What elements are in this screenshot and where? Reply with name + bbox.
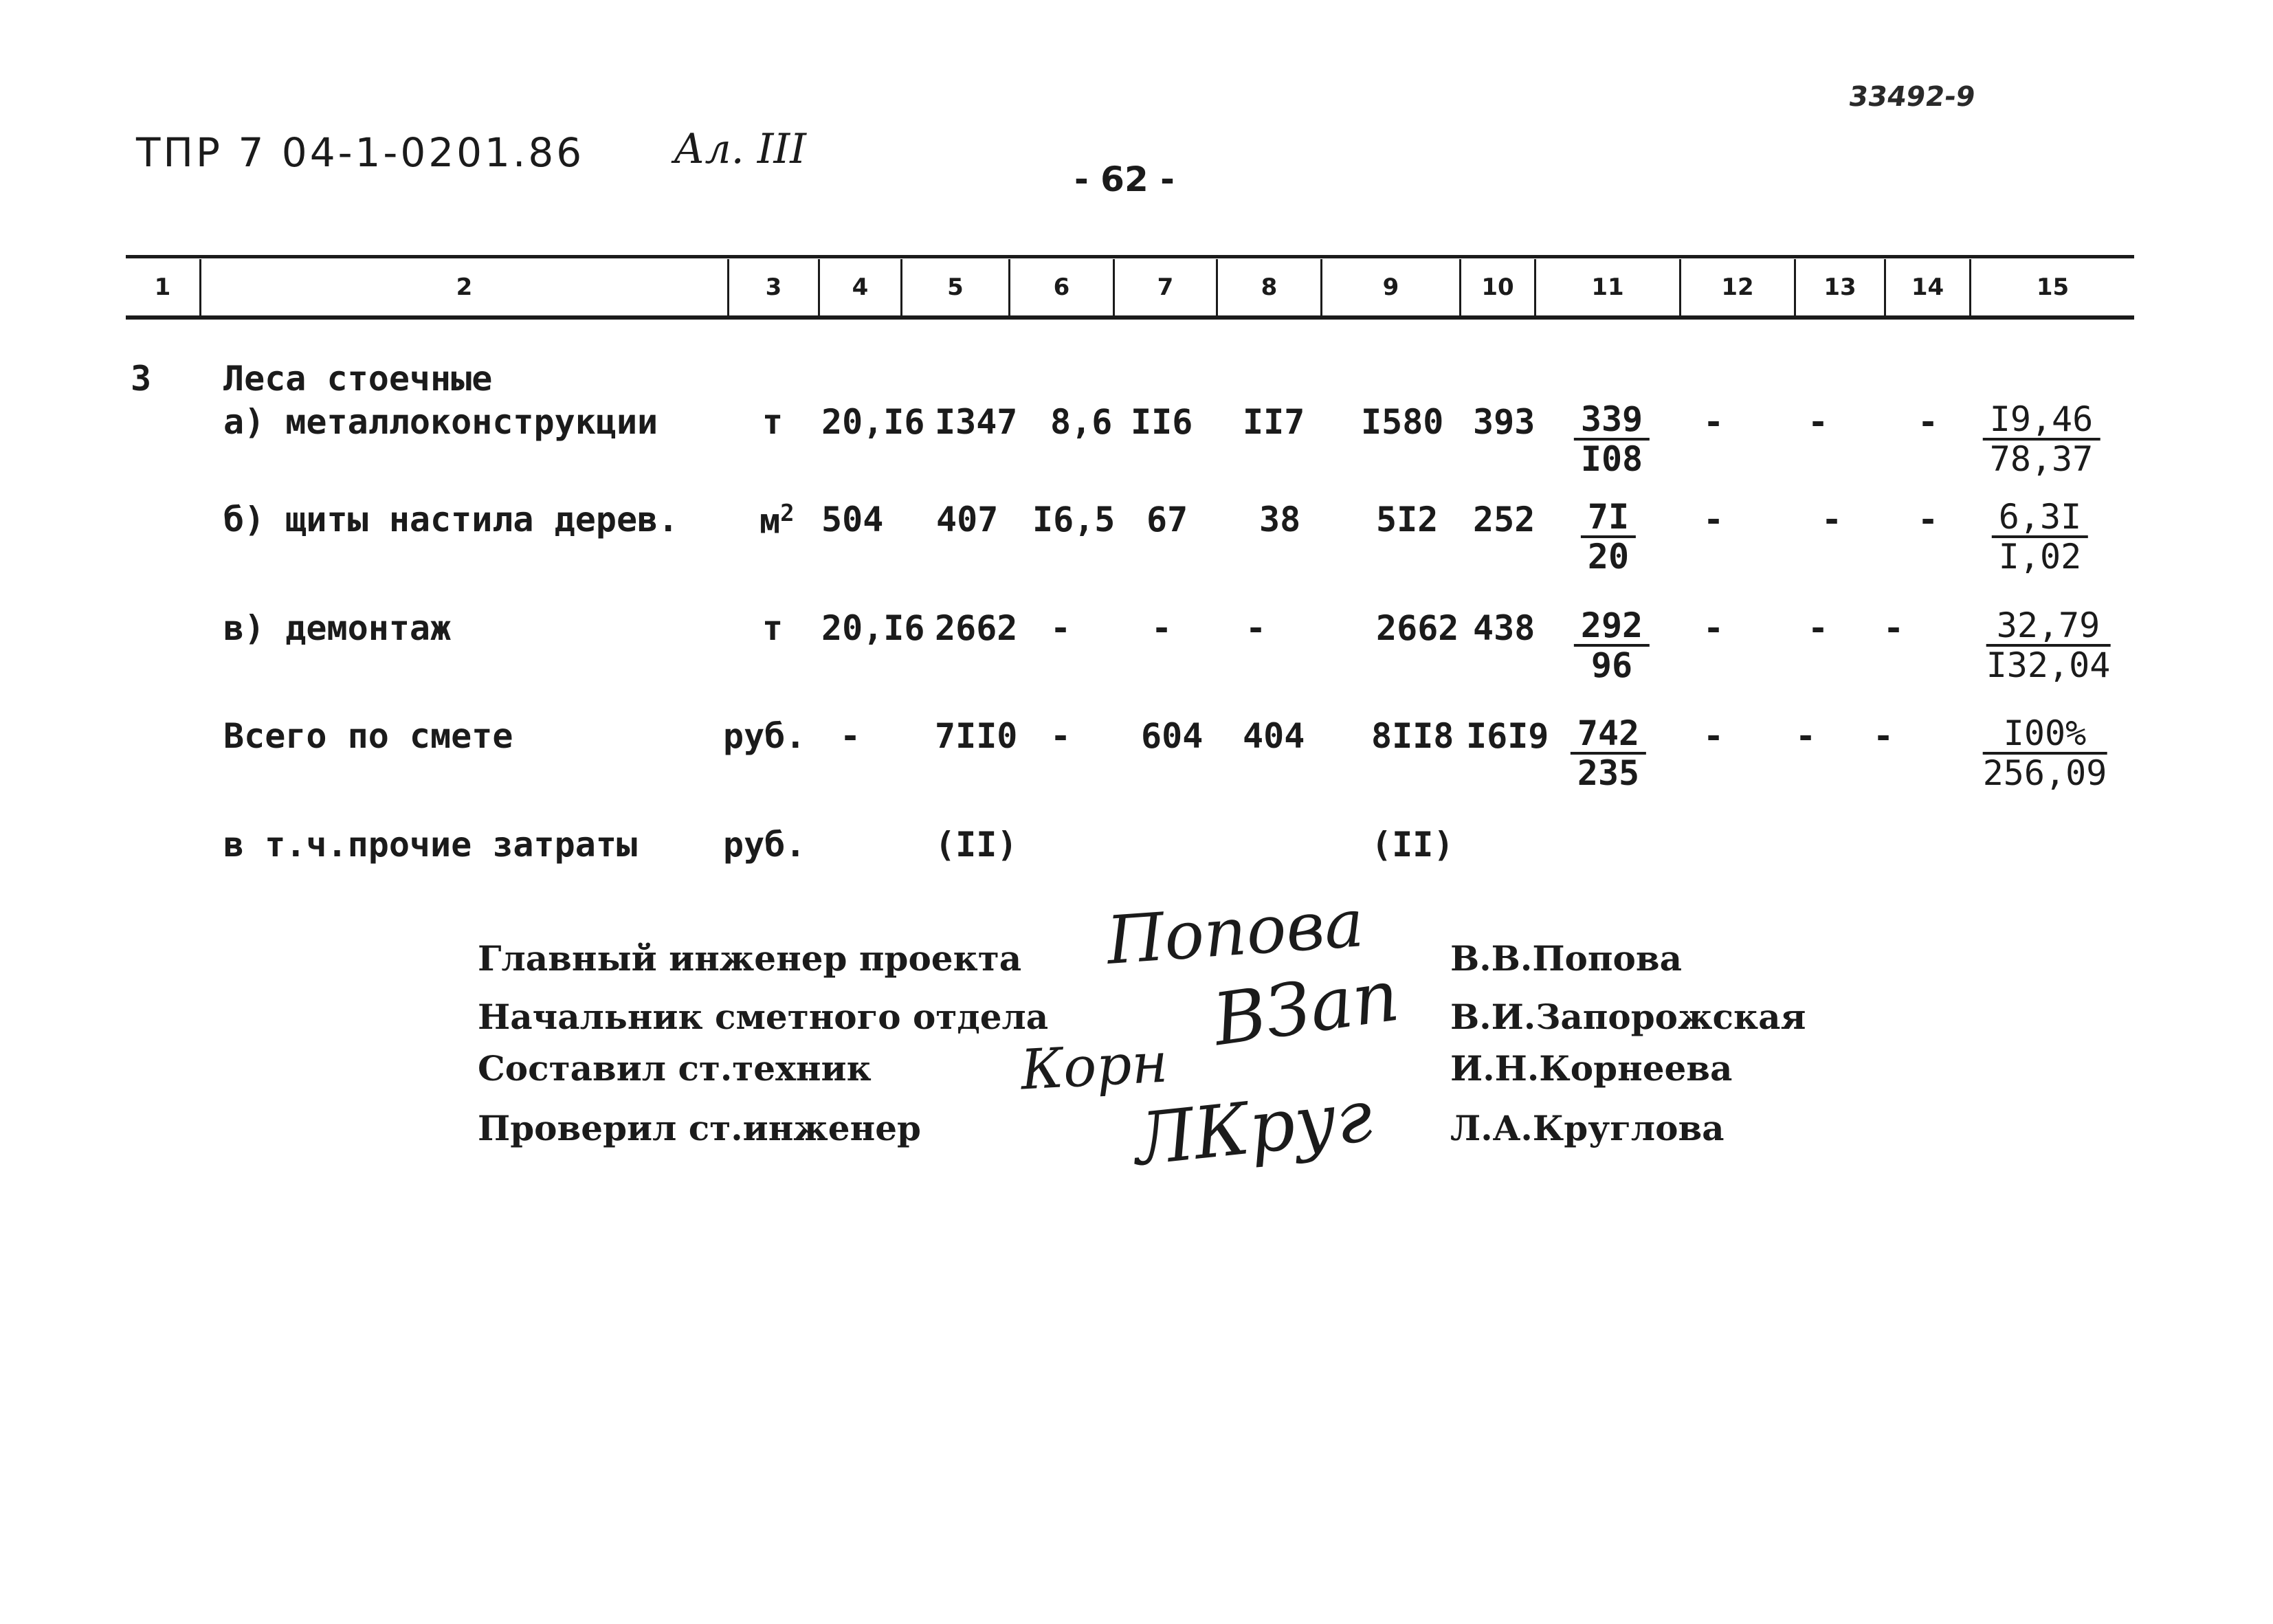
cell-col-10: 252 <box>1473 500 1535 540</box>
cell-col-14: - <box>1918 500 1939 540</box>
cell-col-8: - <box>1245 608 1267 648</box>
cell-col-10: 393 <box>1473 402 1535 442</box>
fraction-numerator: 32,79 <box>1986 608 2111 647</box>
cell-col-7: - <box>1151 608 1173 648</box>
cell-col-9: 2662 <box>1376 608 1459 648</box>
signature-title: Составил ст.техник <box>478 1048 872 1089</box>
cell-col-8: 38 <box>1259 500 1301 540</box>
cell-col-9: I580 <box>1361 402 1444 442</box>
cell-col-15-fraction <box>1982 713 2107 793</box>
fraction-denominator: I,02 <box>1998 537 2082 577</box>
archive-number: 33492-9 <box>1846 81 1977 113</box>
cell-col-11-fraction <box>1574 399 1650 479</box>
cell-col-7: 604 <box>1141 716 1204 756</box>
fraction-numerator: I9,46 <box>1983 402 2100 441</box>
cell-col-8: 404 <box>1243 716 1305 756</box>
page-number: - 62 - <box>1074 159 1175 199</box>
cell-col-9: 5I2 <box>1376 500 1439 540</box>
fraction-denominator: 235 <box>1577 753 1640 793</box>
column-header: 4 <box>818 259 900 315</box>
cell-col-4: - <box>840 716 861 756</box>
unit-superscript: 2 <box>780 500 795 527</box>
cell-col-6: 8,6 <box>1050 402 1113 442</box>
cell-col-15-fraction <box>1986 605 2111 685</box>
fraction-denominator: I08 <box>1580 439 1643 479</box>
column-header: 12 <box>1679 259 1794 315</box>
fraction-numerator: 339 <box>1574 402 1650 441</box>
signatory-name: В.В.Попова <box>1450 938 1682 979</box>
fraction-numerator: 292 <box>1574 608 1650 647</box>
handwritten-signature: Попова <box>1104 885 1366 979</box>
document-code: ТПР 7 04-1-0201.86 <box>136 129 585 176</box>
column-header: 6 <box>1008 259 1113 315</box>
album-number: Ал. III <box>674 125 806 173</box>
signature-title: Главный инженер проекта <box>478 938 1022 979</box>
row-label: б) щиты настила дерев. <box>223 500 679 540</box>
signatory-name: В.И.Запорожская <box>1450 997 1806 1037</box>
cell-col-14: - <box>1918 402 1939 442</box>
row-unit: руб. <box>723 825 806 865</box>
cell-col-12: - <box>1703 402 1725 442</box>
fraction-numerator: 7I <box>1581 500 1636 538</box>
row-label: в т.ч.прочие затраты <box>223 825 638 865</box>
row-label: а) металлоконструкции <box>223 402 658 442</box>
cell-col-11-fraction <box>1574 605 1650 685</box>
fraction-denominator: 20 <box>1587 537 1630 577</box>
cell-col-4: 20,I6 <box>821 402 925 442</box>
signature-title: Начальник сметного отдела <box>478 997 1049 1037</box>
cell-col-5: (II) <box>935 825 1018 865</box>
row-unit: т <box>762 608 784 648</box>
section-number: 3 <box>131 359 152 399</box>
handwritten-signature: ЛКруг <box>1130 1074 1377 1182</box>
cell-col-13: - <box>1808 608 1829 648</box>
column-header: 11 <box>1534 259 1679 315</box>
column-header: 10 <box>1459 259 1534 315</box>
signatory-name: Л.А.Круглова <box>1450 1108 1725 1148</box>
fraction-numerator: 742 <box>1571 716 1646 755</box>
fraction-numerator: I00% <box>1983 716 2107 755</box>
cell-col-15-fraction <box>1992 497 2088 577</box>
signatory-name: И.Н.Корнеева <box>1450 1048 1733 1089</box>
fraction-denominator: 96 <box>1590 645 1633 685</box>
column-header: 5 <box>900 259 1008 315</box>
column-header: 2 <box>199 259 727 315</box>
cell-col-7: 67 <box>1146 500 1188 540</box>
row-unit: т <box>762 402 784 442</box>
column-header: 13 <box>1794 259 1884 315</box>
cell-col-4: 504 <box>821 500 884 540</box>
cell-col-4: 20,I6 <box>821 608 925 648</box>
cell-col-6: - <box>1050 716 1072 756</box>
cell-col-12: - <box>1703 716 1725 756</box>
cell-col-13: - <box>1795 716 1817 756</box>
column-header: 1 <box>154 274 171 301</box>
cell-col-12: - <box>1703 500 1725 540</box>
handwritten-signature: Корн <box>1019 1030 1170 1102</box>
cell-col-5: I347 <box>935 402 1018 442</box>
cell-col-6: I6,5 <box>1032 500 1116 540</box>
column-header: 15 <box>1969 259 2134 315</box>
fraction-denominator: 256,09 <box>1982 753 2107 793</box>
cell-col-13: - <box>1808 402 1829 442</box>
row-unit <box>759 500 795 542</box>
fraction-denominator: 78,37 <box>1989 439 2094 479</box>
cell-col-5: 2662 <box>935 608 1018 648</box>
cell-col-6: - <box>1050 608 1072 648</box>
cell-col-7: II6 <box>1131 402 1193 442</box>
header-bottom-rule <box>126 315 2134 320</box>
fraction-denominator: I32,04 <box>1986 645 2111 685</box>
unit-text: м <box>759 501 781 542</box>
cell-col-5: 407 <box>936 500 999 540</box>
column-header: 3 <box>727 259 818 315</box>
cell-col-9: 8II8 <box>1371 716 1454 756</box>
column-header: 14 <box>1884 259 1969 315</box>
cell-col-9: (II) <box>1371 825 1454 865</box>
cell-col-10: I6I9 <box>1466 716 1549 756</box>
cell-col-15-fraction <box>1983 399 2100 479</box>
row-label: Всего по смете <box>223 716 513 756</box>
cell-col-14: - <box>1883 608 1905 648</box>
signature-title: Проверил ст.инженер <box>478 1108 921 1148</box>
cell-col-8: II7 <box>1243 402 1305 442</box>
fraction-numerator: 6,3I <box>1992 500 2088 538</box>
cell-col-12: - <box>1703 608 1725 648</box>
cell-col-13: - <box>1821 500 1843 540</box>
handwritten-signature: ВЗап <box>1208 953 1404 1063</box>
row-unit: руб. <box>723 716 806 756</box>
column-header: 8 <box>1216 259 1320 315</box>
header-top-rule <box>126 255 2134 258</box>
column-header: 9 <box>1320 259 1459 315</box>
cell-col-11-fraction <box>1571 713 1646 793</box>
cell-col-5: 7II0 <box>935 716 1018 756</box>
column-header: 7 <box>1113 259 1216 315</box>
cell-col-14: - <box>1873 716 1894 756</box>
cell-col-10: 438 <box>1473 608 1535 648</box>
row-label: в) демонтаж <box>223 608 452 648</box>
cell-col-11-fraction <box>1581 497 1636 577</box>
section-title: Леса стоечные <box>223 359 493 399</box>
